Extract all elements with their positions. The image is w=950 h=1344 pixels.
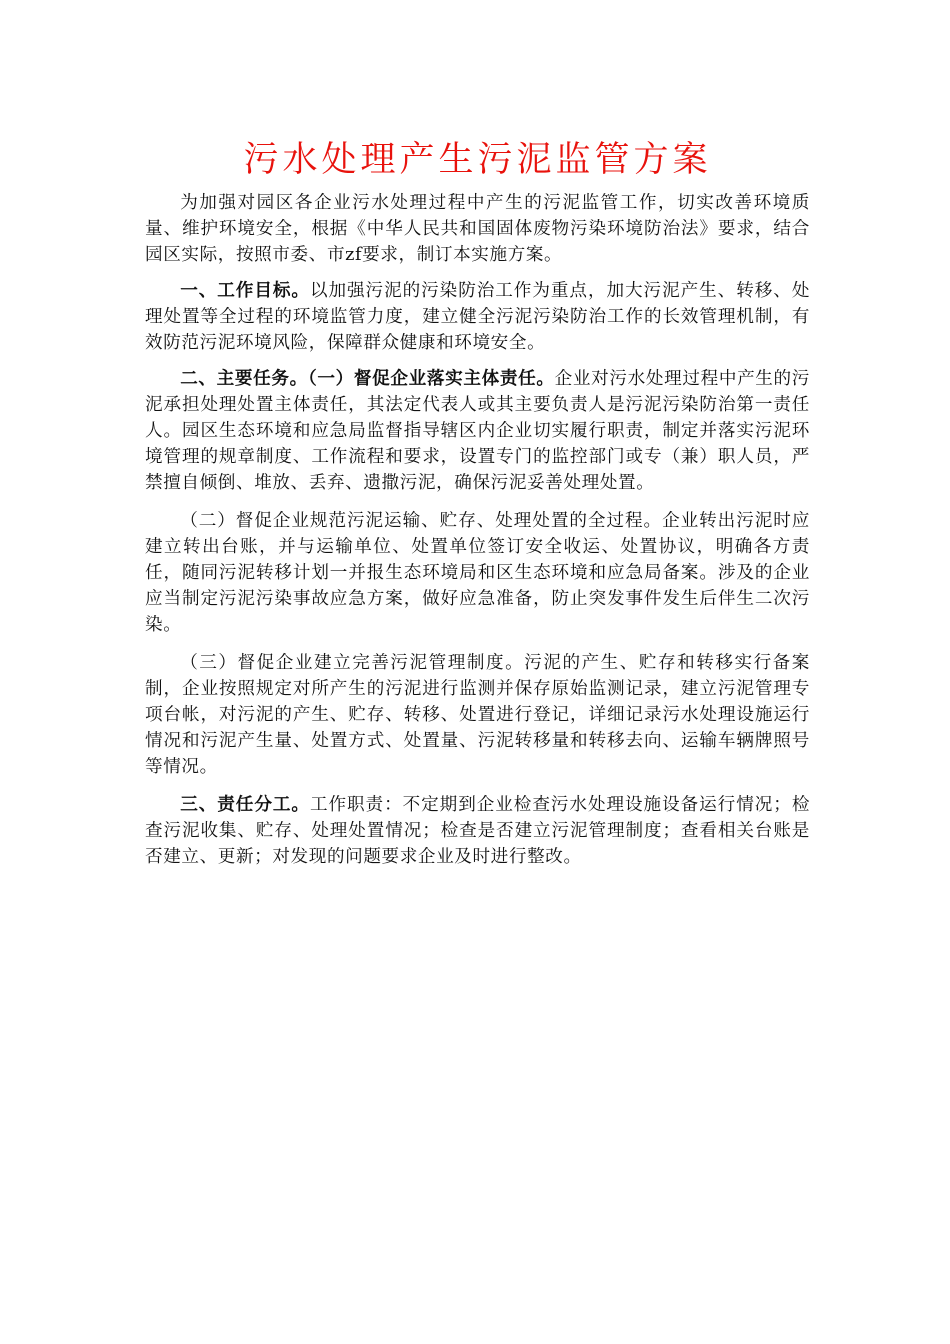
tasks-sub2-text: （二）督促企业规范污泥运输、贮存、处理处置的全过程。企业转出污泥时应建立转出台账，并与运输单位、处置单位签订安全收运、处置协议，明确各方责任，随同污泥转移计划一并报生态环境局和区生态环境和应急局备案。涉及的企业应当制定污泥污染事故应急方案，做好应急准备，防止突发事件发生后伴生二次污染。 (145, 511, 810, 635)
duty-text: 工作职责：不定期到企业检查污水处理设施设备运行情况；检查污泥收集、贮存、处理处置情况；检查是否建立污泥管理制度；查看相关台账是否建立、更新；对发现的问题要求企业及时进行整改。 (145, 795, 811, 867)
tasks-paragraph (145, 366, 810, 496)
intro-paragraph (145, 190, 810, 268)
tasks-sub1-heading: （一）督促企业落实主体责任。 (307, 369, 555, 389)
tasks-sub3-paragraph (145, 650, 810, 780)
document-body (145, 190, 810, 880)
document-title: 污水处理产生污泥监管方案 (243, 140, 712, 180)
goal-text: 以加强污泥的污染防治工作为重点，加大污泥产生、转移、处理处置等全过程的环境监管力度，建立健全污泥污染防治工作的长效管理机制，有效防范污泥环境风险，保障群众健康和环境安全。 (145, 281, 811, 353)
intro-text: 为加强对园区各企业污水处理过程中产生的污泥监管工作，切实改善环境质量、维护环境安全，根据《中华人民共和国固体废物污染环境防治法》要求，结合园区实际，按照市委、市zf要求，制订本实施方案。 (145, 193, 810, 265)
goal-heading: 一、工作目标。 (180, 281, 310, 301)
duty-heading: 三、责任分工。 (180, 795, 310, 815)
tasks-sub3-text: （三）督促企业建立完善污泥管理制度。污泥的产生、贮存和转移实行备案制，企业按照规定对所产生的污泥进行监测并保存原始监测记录，建立污泥管理专项台帐，对污泥的产生、贮存、转移、处置进行登记，详细记录污水处理设施运行情况和污泥产生量、处置方式、处置量、污泥转移量和转移去向、运输车辆牌照号等情况。 (145, 653, 810, 777)
tasks-heading: 二、主要任务。 (180, 369, 308, 389)
tasks-sub1-text: 企业对污水处理过程中产生的污泥承担处理处置主体责任，其法定代表人或其主要负责人是污泥污染防治第一责任人。园区生态环境和应急局监督指导辖区内企业切实履行职责，制定并落实污泥环境管理的规章制度、工作流程和要求，设置专门的监控部门或专（兼）职人员，严禁擅自倾倒、堆放、丢弃、遗撒污泥，确保污泥妥善处理处置。 (145, 369, 811, 493)
tasks-sub2-paragraph (145, 508, 810, 638)
goal-paragraph (145, 278, 810, 356)
duty-paragraph (145, 792, 810, 870)
